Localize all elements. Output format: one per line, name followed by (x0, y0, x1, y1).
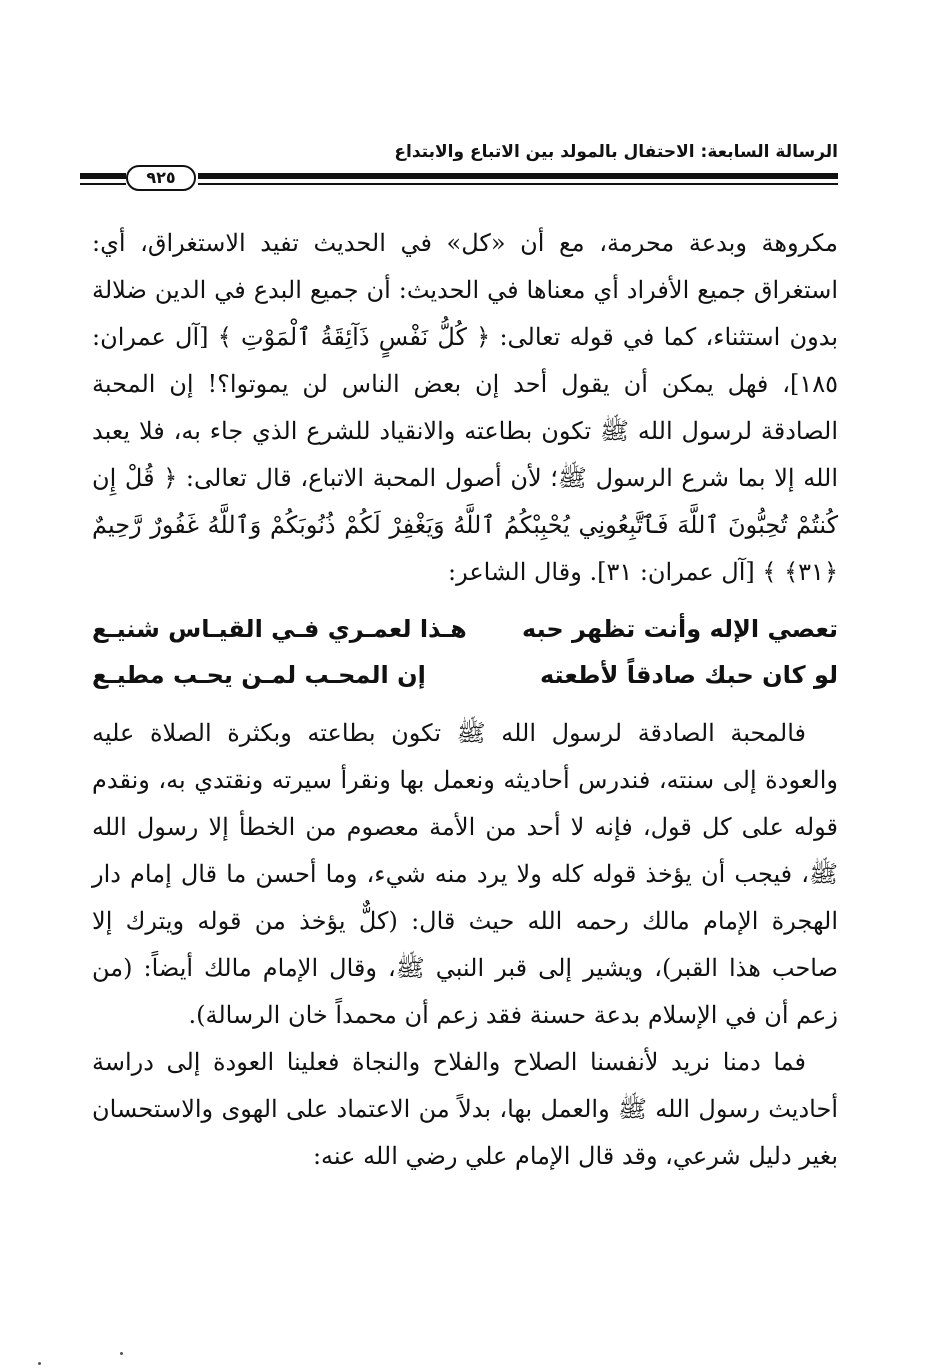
scan-speck (38, 1362, 41, 1365)
paragraph-2: فالمحبة الصادقة لرسول الله ﷺ تكون بطاعته وبكثرة الصلاة عليه والعودة إلى سنته، فندرس أحاديثه ونعمل بها ونقرأ سيرته ونقتدي به، ونقدم قوله على كل قول، فإنه لا أحد من الأمة معصوم من الخطأ إلا رسول الله ﷺ، فيجب أن يؤخذ قوله كله ولا يرد منه شيء، وما أحسن ما قال إمام دار الهجرة الإمام مالك رحمه الله حيث قال: (كلٌّ يؤخذ من قوله ويترك إلا صاحب هذا القبر)، ويشير إلى قبر النبي ﷺ، وقال الإمام مالك أيضاً: (من زعم أن في الإسلام بدعة حسنة فقد زعم أن محمداً خان الرسالة). (92, 719, 838, 1029)
scan-speck (120, 1352, 123, 1355)
poem-verse-1 (92, 606, 838, 652)
running-title: الرسالة السابعة: الاحتفال بالمولد بين الاتباع والابتداع (394, 142, 838, 162)
verse-1-first-hemistich: تعصي الإله وأنت تظهر حبه (522, 615, 838, 643)
paragraph-3: فما دمنا نريد لأنفسنا الصلاح والفلاح والنجاة فعلينا العودة إلى دراسة أحاديث رسول الله ﷺ والعمل بها، بدلاً من الاعتماد على الهوى والاستحسان بغير دليل شرعي، وقد قال الإمام علي رضي الله عنه: (92, 1048, 838, 1170)
header-rule-left-thick (80, 173, 126, 179)
poem (92, 606, 838, 698)
header-rule-left-thin (80, 183, 126, 185)
header-rule-thin (198, 183, 838, 185)
paragraph-1: مكروهة وبدعة محرمة، مع أن «كل» في الحديث تفيد الاستغراق، أي: استغراق جميع الأفراد أي معناها في الحديث: أن جميع البدع في الدين ضلالة بدون استثناء، كما في قوله تعالى: ﴿ كُلُّ نَفْسٍ ذَآئِقَةُ ٱلْمَوْتِ ﴾ [آل عمران: ١٨٥]، فهل يمكن أن يقول أحد إن بعض الناس لن يموتوا؟! إن المحبة الصادقة لرسول الله ﷺ تكون بطاعته والانقياد للشرع الذي جاء به، فلا يعبد الله إلا بما شرع الرسول ﷺ؛ لأن أصول المحبة الاتباع، قال تعالى: ﴿ قُلْ إِن كُنتُمْ تُحِبُّونَ ٱللَّهَ فَٱتَّبِعُونِي يُحْبِبْكُمُ ٱللَّهُ وَيَغْفِرْ لَكُمْ ذُنُوبَكُمْ وَٱللَّهُ غَفُورٌ رَّحِيمٌ ﴿٣١﴾ ﴾ [آل عمران: ٣١]. وقال الشاعر: (92, 229, 838, 586)
header-rule-thick (198, 173, 838, 179)
verse-2-second-hemistich: إن المحـب لمـن يحـب مطيـع (92, 661, 426, 689)
page-number: ٩٢٥ (126, 165, 196, 191)
poem-verse-2 (92, 652, 838, 698)
verse-1-second-hemistich: هـذا لعمـري فـي القيـاس شنيـع (92, 615, 467, 643)
page-header (80, 140, 838, 200)
verse-2-first-hemistich: لو كان حبك صادقاً لأطعته (540, 661, 838, 689)
page-body (92, 220, 838, 1180)
